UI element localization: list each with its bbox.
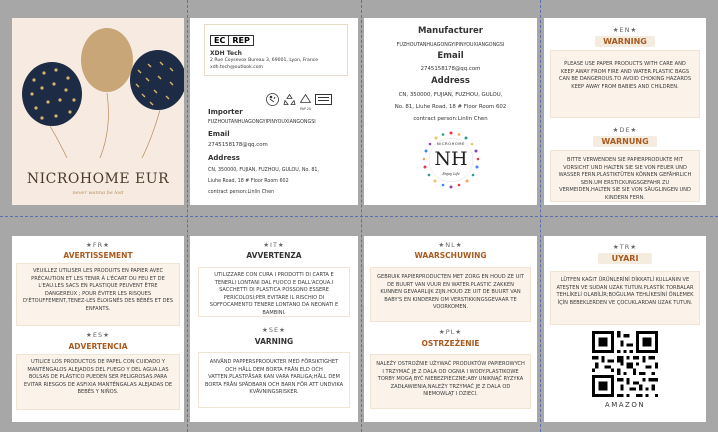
manufacturer-email: 2745158178@qq.com <box>420 66 481 72</box>
manufacturer-panel <box>364 18 537 205</box>
compliance-icons <box>266 88 332 111</box>
qr-code[interactable] <box>592 331 658 397</box>
it-se-panel <box>190 236 358 422</box>
warning-title-de: WARNUNG <box>544 136 706 147</box>
warning-title-se: VARNING <box>254 337 294 346</box>
warning-title-fr: AVERTISSEMENT <box>63 251 133 260</box>
manufacturer-name: FUZHOUTANHUAGONGYIPINYOUXIANGONGSI <box>396 43 505 48</box>
nl-pl-panel <box>364 236 537 422</box>
manufacturer-address-label: Address <box>431 76 470 86</box>
pap-icon: PAP 20 <box>300 88 311 111</box>
warning-title-tr: UYARI <box>544 253 706 264</box>
fold-line-3 <box>540 0 541 432</box>
logo-sub-text: Enjoy Life <box>442 172 460 176</box>
importer-name: FUZHOUTANHUAGONGYIPINYOUXIANGONGSI <box>208 120 316 125</box>
tr-qr-panel <box>544 236 706 422</box>
brand-name: NICROHOME EUR <box>26 171 170 187</box>
manufacturer-email-label: Email <box>437 51 464 61</box>
brand-panel <box>12 18 184 205</box>
lang-label-it: ★IT★ <box>263 241 285 249</box>
warning-text-es: UTILICE LOS PRODUCTOS DE PAPEL CON CUIDADO Y MANTÉNGALOS ALEJADOS DEL FUEGO Y DEL AGUA.LAS BOLSAS DE PLÁSTICO PUEDEN SER PELIGROSAS.PARA EVITAR RIESGOS DE ASFIXIA MANTÉNGALAS ALEJADAS DE BEBÉS Y NIÑOS. <box>16 354 180 410</box>
fold-line-1 <box>187 0 188 432</box>
warning-text-se: ANVÄND PAPPERSPRODUKTER MED FÖRSIKTIGHET OCH HÅLL DEM BORTA FRÅN ELD OCH VATTEN.PLASTPÅSAR KAN VARA FARLIGA;HÅLL DEM BORTA FRÅN SPÄDBARN OCH BARN FÖR ATT UNDVIKA KVÄVNINGSRISKER. <box>198 352 350 408</box>
ec-rep-badge: EC REP <box>210 35 254 46</box>
manufacturer-address-2: No. 81, Liuhe Road, 18 # Floor Room 602 <box>394 104 507 110</box>
lang-label-pl: ★PL★ <box>438 328 463 336</box>
fold-line-horizontal <box>0 216 718 217</box>
recycle-icon <box>283 93 296 106</box>
ec-rep-email: xdh.tech@outlook.com <box>210 65 264 71</box>
importer-contact: contract person:Linlin Chen <box>208 190 275 195</box>
importer-address-2: Liuhe Road, 18 # Floor Room 602 <box>208 179 289 184</box>
fold-line-2 <box>361 0 362 432</box>
importer-address-label: Address <box>208 154 240 162</box>
warning-text-tr: LÜTFEN KAĞIT ÜRÜNLERİNİ DİKKATLİ KULLANIN VE ATEŞTEN VE SUDAN UZAK TUTUN.PLASTİK TORBALAR TEHLİKELİ OLABİLİR;BOĞULMA TEHLİKESİNİ ÖNLEMEK İÇİN BEBEKLERDEN VE ÇOCUKLARDAN UZAK TUTUN. <box>550 271 700 325</box>
lang-label-tr: ★TR★ <box>612 243 638 251</box>
sorting-icon <box>315 94 332 105</box>
qr-caption: AMAZON <box>604 401 646 409</box>
importer-email: 2745158178@qq.com <box>208 142 268 148</box>
warning-text-nl: GEBRUIK PAPIERPRODUCTEN MET ZORG EN HOUD ZE UIT DE BUURT VAN VUUR EN WATER.PLASTIC ZAKKEN KUNNEN GEVAARLIJK ZIJN.HOUD ZE UIT DE BUURT VAN BABY'S EN KINDEREN OM VERSTIKKINGSGEVAAR TE VOORKOMEN. <box>370 267 531 322</box>
warning-title-nl: WAARSCHUWING <box>414 251 487 260</box>
importer-address-1: CN, 350000, FUJIAN, FUZHOU, GULOU, No. 81, <box>208 168 319 173</box>
importer-email-label: Email <box>208 130 230 138</box>
manufacturer-contact: contract person:Linlin Chen <box>413 116 488 122</box>
lang-label-nl: ★NL★ <box>438 241 463 249</box>
warning-title-en: WARNING <box>544 36 706 47</box>
nh-logo <box>421 130 481 190</box>
ec-rep-importer-panel <box>190 18 358 205</box>
lang-label-se: ★SE★ <box>262 326 286 334</box>
ec-rep-company: XDH Tech <box>210 50 242 57</box>
manufacturer-title: Manufacturer <box>417 26 484 36</box>
warning-text-pl: NALEŻY OSTROŻNIE UŻYWAĆ PRODUKTÓW PAPIEROWYCH I TRZYMAĆ JE Z DALA OD OGNIA I WODY.PLASTIKOWE TORBY MOGĄ BYĆ NIEBEZPIECZNE;ABY UNIKNĄĆ RYZYKA ZADŁAWIENIA,NALEŻY TRZYMAĆ JE Z DALA OD NIEMOWLĄT I DZIECI. <box>370 354 531 409</box>
brand-tagline: never wanna be lost <box>72 190 124 196</box>
balloons-illustration <box>12 18 184 158</box>
en-de-panel <box>544 18 706 205</box>
warning-title-it: AVVERTENZA <box>246 251 302 260</box>
logo-monogram: NH <box>434 148 468 170</box>
warning-text-en: PLEASE USE PAPER PRODUCTS WITH CARE AND KEEP AWAY FROM FIRE AND WATER.PLASTIC BAGS CAN BE DANGEROUS.TO AVOID CHOKING HAZARDS KEEP AWAY FROM BABIES AND CHILDREN. <box>550 50 700 118</box>
importer-title: Importer <box>208 108 243 116</box>
lang-label-fr: ★FR★ <box>86 241 110 249</box>
ec-rep-box <box>204 24 348 76</box>
lang-label-es: ★ES★ <box>86 331 110 339</box>
warning-text-fr: VEUILLEZ UTILISER LES PRODUITS EN PAPIER AVEC PRÉCAUTION ET LES TENIR À L'ÉCART DU FEU ET DE L'EAU.LES SACS EN PLASTIQUE PEUVENT ÊTRE DANGEREUX ; POUR ÉVITER LES RISQUES D'ÉTOUFFEMENT,TENEZ-LES ÉLOIGNÉS DES BÉBÉS ET DES ENFANTS. <box>16 263 180 326</box>
warning-text-de: BITTE VERWENDEN SIE PAPIERPRODUKTE MIT VORSICHT UND HALTEN SIE SIE VON FEUER UND WASSER FERN.PLASTIKTÜTEN KÖNNEN GEFÄHRLICH SEIN.UM ERSTICKUNGSGEFAHR ZU VERMEIDEN,HALTEN SIE SIE VON SÄUGLINGEN UND KINDERN FERN. <box>550 150 700 202</box>
ec-rep-address: 2 Rue Coysevox Bureau 3, 69001, Lyon, France <box>210 58 319 63</box>
tidyman-icon <box>266 93 279 106</box>
fr-es-panel <box>12 236 184 422</box>
warning-title-es: ADVERTENCIA <box>68 342 128 351</box>
warning-text-it: UTILIZZARE CON CURA I PRODOTTI DI CARTA E TENERLI LONTANI DAL FUOCO E DALL'ACQUA.I SACCHETTI DI PLASTICA POSSONO ESSERE PERICOLOSI;PER EVITARE IL RISCHIO DI SOFFOCAMENTO TENERE LONTANO DA NEONATI E BAMBINI. <box>198 267 350 317</box>
logo-top-text: NICROHOME <box>437 142 465 146</box>
manufacturer-address-1: CN, 350000, FUJIAN, FUZHOU, GULOU, <box>398 92 503 98</box>
lang-label-en: ★EN★ <box>612 26 638 34</box>
warning-title-pl: OSTRZEŻENIE <box>421 339 480 348</box>
lang-label-de: ★DE★ <box>612 126 638 134</box>
